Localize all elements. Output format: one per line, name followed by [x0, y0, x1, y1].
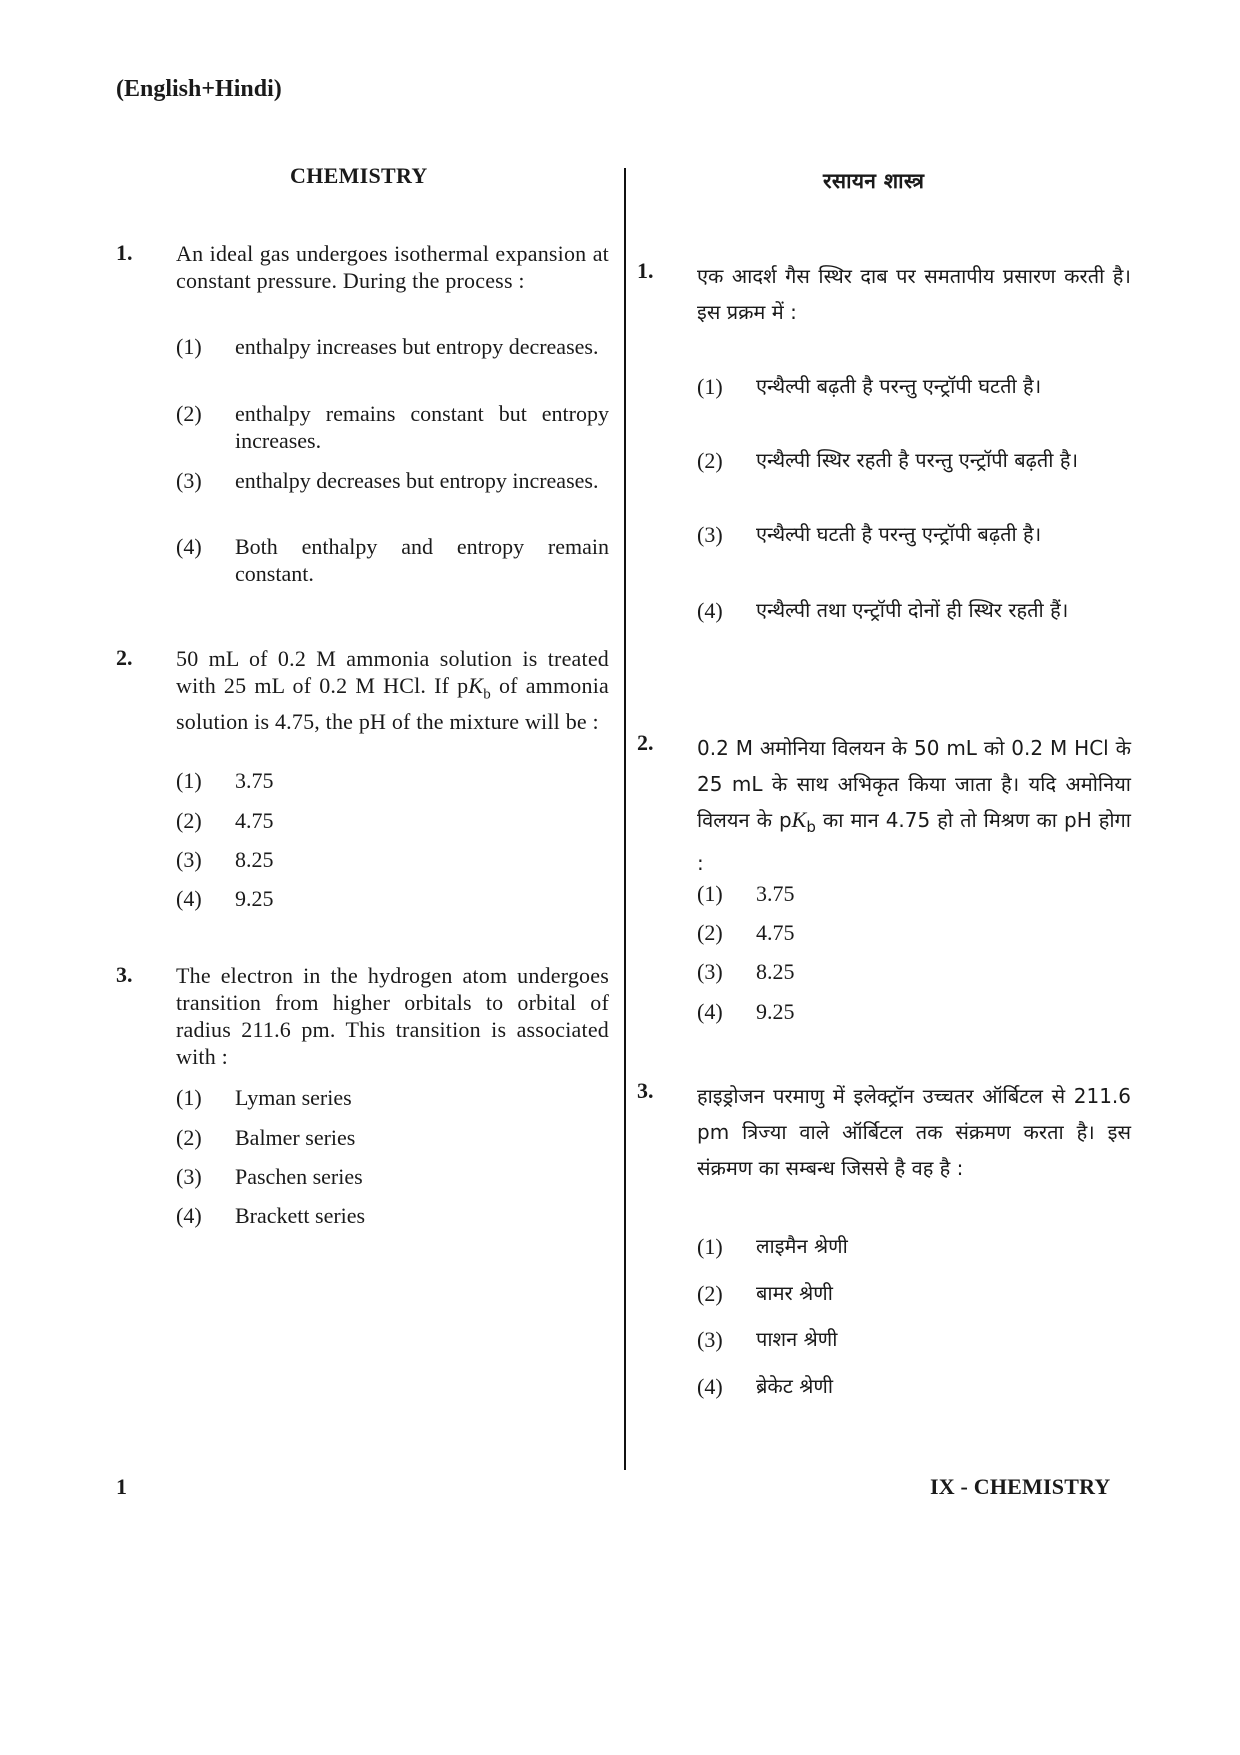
option-text: Both enthalpy and entropy remain constant.: [235, 534, 609, 586]
option-label: (1): [176, 768, 202, 793]
question-text: An ideal gas undergoes isothermal expansion at constant pressure. During the process :: [176, 241, 609, 293]
option-label: (1): [176, 334, 202, 359]
option-label: (4): [697, 598, 723, 623]
option-label: (1): [697, 374, 723, 399]
option-label: (3): [176, 468, 202, 493]
option-label: (4): [176, 534, 202, 559]
question-text-part: 50 mL of 0.2 M ammonia solution is treated with 25 mL of 0.2 M HCl. If p: [176, 646, 609, 698]
option-text: 3.75: [756, 881, 795, 906]
option-label: (4): [697, 999, 723, 1024]
option-label: (3): [697, 522, 723, 547]
column-divider: [624, 168, 626, 1470]
question-number: 3.: [116, 962, 133, 987]
question-number: 3.: [637, 1078, 654, 1103]
option-text: 4.75: [756, 920, 795, 945]
option-label: (1): [176, 1085, 202, 1110]
option-text: एन्थैल्पी स्थिर रहती है परन्तु एन्ट्रॉपी बढ़ती है।: [756, 448, 1079, 472]
option-text: Brackett series: [235, 1203, 366, 1228]
question-text: हाइड्रोजन परमाणु में इलेक्ट्रॉन उच्चतर ऑर्बिटल से 211.6 pm त्रिज्या वाले ऑर्बिटल तक संक्रमण करता है। इस संक्रमण का सम्बन्ध जिससे है वह है :: [697, 1084, 1131, 1180]
option-text: एन्थैल्पी घटती है परन्तु एन्ट्रॉपी बढ़ती है।: [756, 522, 1042, 546]
question-number: 1.: [116, 240, 133, 265]
option-text: Balmer series: [235, 1125, 356, 1150]
question-number: 1.: [637, 258, 654, 283]
kb-symbol: K: [791, 807, 807, 832]
option-text: enthalpy decreases but entropy increases.: [235, 468, 599, 493]
option-text: 9.25: [235, 886, 274, 911]
option-label: (2): [697, 920, 723, 945]
option-text: लाइमैन श्रेणी: [756, 1234, 848, 1258]
option-text: 4.75: [235, 808, 274, 833]
question-text-part: 0.2 M अमोनिया विलयन के 50 mL को 0.2 M HCl के 25 mL के साथ अभिकृत किया जाता है। यदि अमोनिया विलयन के p: [697, 736, 1131, 832]
option-text: enthalpy increases but entropy decreases.: [235, 334, 599, 359]
option-text: एन्थैल्पी बढ़ती है परन्तु एन्ट्रॉपी घटती है।: [756, 374, 1042, 398]
question-text: [697, 730, 1131, 881]
option-label: (2): [176, 808, 202, 833]
option-label: (2): [697, 1281, 723, 1306]
option-label: (3): [697, 1327, 723, 1352]
option-label: (4): [176, 886, 202, 911]
kb-symbol: K: [468, 673, 484, 698]
kb-subscript: b: [483, 686, 491, 703]
option-text: 8.25: [235, 847, 274, 872]
english-title: CHEMISTRY: [290, 163, 428, 188]
option-label: (3): [697, 959, 723, 984]
question-number: 2.: [637, 730, 654, 755]
kb-subscript: b: [806, 818, 816, 836]
question-number: 2.: [116, 645, 133, 670]
question-text: [176, 645, 609, 735]
page-number: 1: [116, 1474, 127, 1499]
option-label: (3): [176, 847, 202, 872]
option-label: (4): [176, 1203, 202, 1228]
option-text: enthalpy remains constant but entropy increases.: [235, 401, 609, 453]
option-text: 9.25: [756, 999, 795, 1024]
hindi-title: रसायन शास्त्र: [823, 169, 925, 193]
option-label: (3): [176, 1164, 202, 1189]
option-text: बामर श्रेणी: [756, 1281, 833, 1305]
paper-code: IX - CHEMISTRY: [930, 1474, 1111, 1499]
question-text: एक आदर्श गैस स्थिर दाब पर समतापीय प्रसारण करती है। इस प्रक्रम में :: [697, 264, 1131, 324]
question-text-part: of ammonia solution is 4.75, the pH of the mixture will be :: [176, 673, 609, 735]
option-label: (4): [697, 1374, 723, 1399]
option-label: (2): [697, 448, 723, 473]
option-text: एन्थैल्पी तथा एन्ट्रॉपी दोनों ही स्थिर रहती हैं।: [756, 598, 1069, 622]
option-text: 8.25: [756, 959, 795, 984]
language-label: (English+Hindi): [116, 76, 282, 102]
option-label: (2): [176, 401, 202, 426]
option-text: Lyman series: [235, 1085, 352, 1110]
option-text: ब्रेकेट श्रेणी: [756, 1374, 834, 1398]
option-text: Paschen series: [235, 1164, 363, 1189]
question-text-part: का मान 4.75 हो तो मिश्रण का pH होगा :: [697, 808, 1131, 875]
option-text: 3.75: [235, 768, 274, 793]
option-label: (1): [697, 1234, 723, 1259]
option-label: (2): [176, 1125, 202, 1150]
option-text: पाशन श्रेणी: [756, 1327, 838, 1351]
question-text: The electron in the hydrogen atom undergoes transition from higher orbitals to orbital of radius 211.6 pm. This transition is associated with :: [176, 963, 609, 1069]
option-label: (1): [697, 881, 723, 906]
